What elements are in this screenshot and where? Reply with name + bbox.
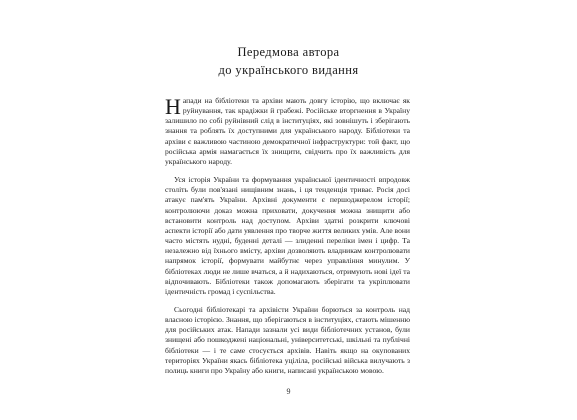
paragraph-1-text: апади на бібліотеки та архіви мають довгу історію, що включає як руйнування, так крадіжки й грабежі. Російське вторгнення в Україну залишило по собі руйнівний слід в інституціях, які зовнішуть і зберігають знання та роблять їх доступними для українського народу. Бібліотеки та архіви є важливою частиною демократичної інфраструктури: той факт, що російська армія намагається їх знищити, свідчить про їх важливість для українського народу. [165,96,410,166]
page-title-line-2: до українського видання [218,63,359,77]
body-text [165,96,410,376]
page-title-line-1: Передмова автора [237,45,340,59]
paragraph-2: Уся історія України та формування української ідентичності впродовж століть були пов'язані нищівним знань, і ця тенденція триває. Росія досі атакує пам'ять України. Архівні документи є першоджерелом історії; контролюючи доказ можна приховати, докучення можна знищити або встановити контроль над доступом. Архіви здатні розкрити ключові аспекти історії або дати уявлення про творче життя великих умів. Але вони часто містять нудні, буденні деталі — злиденні переліки імен і цифр. Та незалежно від їхнього вмісту, архіви дозволяють владникам контролювати напрямок історії, формувати майбутнє через управління минулим. У бібліотеках люди не лише вчаться, а й надихаються, отримують нові ідеї та відпочивають. Бібліотеки також допомагають зберігати та укріплювати ідентичність громад і суспільства. [165,175,410,296]
drop-cap: Н [165,94,181,119]
page-number: 9 [286,387,291,396]
paragraph-1 [165,96,410,167]
paragraph-3: Сьогодні бібліотекарі та архівісти України борються за контроль над власною історією. Знання, що зберігаються в інституціях, стають мішенню для російських атак. Напади зазнали усі види бібліотечних установ, були знищені або пошкоджені національні, університетські, шкільні та публічні бібліотеки — і те саме стосується архівів. Навіть якщо на окупованих територіях України якась бібліотека уціліла, російські війська вилучають з полиць книги про Україну або книги, написані українською мовою. [165,304,410,375]
